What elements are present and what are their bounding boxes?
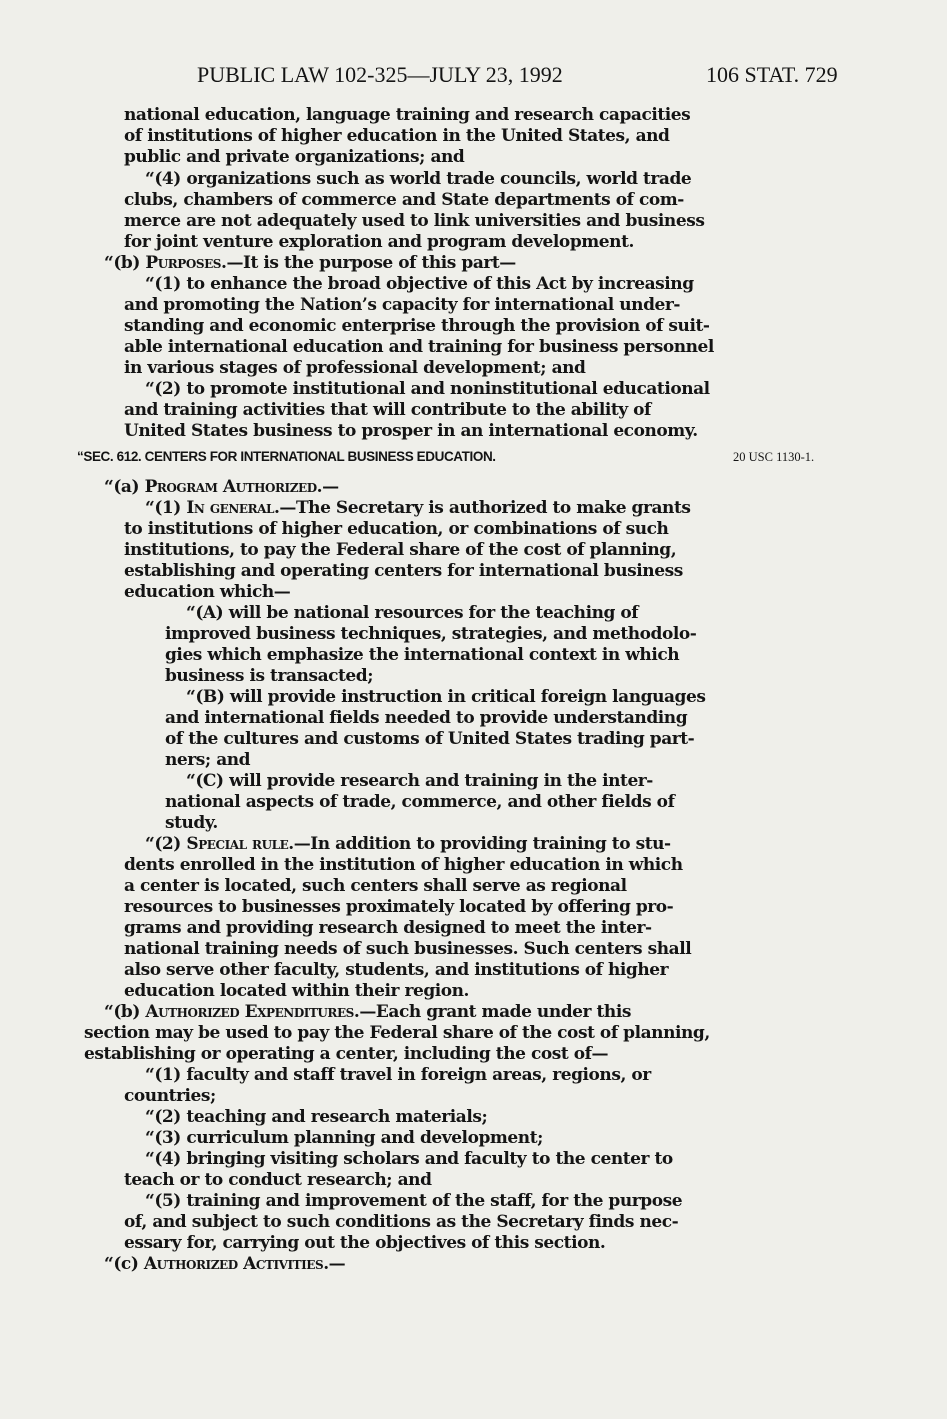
text-line: “(B) will provide instruction in critical foreign languages bbox=[186, 687, 706, 707]
text-line: study. bbox=[165, 813, 218, 833]
text-line: “(4) bringing visiting scholars and faculty to the center to bbox=[145, 1149, 673, 1169]
subsection-label: “(c) bbox=[104, 1254, 144, 1274]
section-heading: “SEC. 612. CENTERS FOR INTERNATIONAL BUSINESS EDUCATION. bbox=[77, 449, 496, 464]
text-line: a center is located, such centers shall serve as regional bbox=[124, 876, 627, 896]
text-line: education which— bbox=[124, 582, 291, 602]
text-line: “(4) organizations such as world trade councils, world trade bbox=[145, 169, 692, 189]
text-line: national education, language training and research capacities bbox=[124, 105, 691, 125]
subsection-dash: — bbox=[322, 477, 339, 497]
text-line: “(A) will be national resources for the teaching of bbox=[186, 603, 639, 623]
paragraph-label: “(2) bbox=[145, 834, 187, 854]
text-line: teach or to conduct research; and bbox=[124, 1170, 432, 1190]
subsection-heading: Authorized Activities. bbox=[143, 1254, 329, 1274]
paragraph-line bbox=[145, 834, 671, 854]
subsection-text: —It is the purpose of this part— bbox=[226, 253, 516, 273]
text-line: merce are not adequately used to link universities and business bbox=[124, 211, 705, 231]
text-line: ners; and bbox=[165, 750, 251, 770]
subsection-heading: Authorized Expenditures. bbox=[145, 1002, 360, 1022]
text-line: in various stages of professional development; and bbox=[124, 358, 586, 378]
paragraph-heading: In general. bbox=[186, 498, 280, 518]
subsection-label: “(b) bbox=[104, 1002, 146, 1022]
paragraph-line bbox=[145, 498, 690, 518]
text-line: able international education and training for business personnel bbox=[124, 337, 714, 357]
text-line: and international fields needed to provide understanding bbox=[165, 708, 688, 728]
text-line: dents enrolled in the institution of higher education in which bbox=[124, 855, 683, 875]
text-line: establishing or operating a center, including the cost of— bbox=[84, 1044, 609, 1064]
text-line: of the cultures and customs of United States trading part- bbox=[165, 729, 695, 749]
text-line: national training needs of such businesses. Such centers shall bbox=[124, 939, 692, 959]
text-line: resources to businesses proximately located by offering pro- bbox=[124, 897, 674, 917]
subsection-label: “(a) bbox=[104, 477, 145, 497]
text-line: “(2) to promote institutional and noninstitutional educational bbox=[145, 379, 710, 399]
text-line: and training activities that will contribute to the ability of bbox=[124, 400, 651, 420]
subsection-heading: Program Authorized. bbox=[144, 477, 323, 497]
text-line: education located within their region. bbox=[124, 981, 470, 1001]
text-line: and promoting the Nation’s capacity for international under- bbox=[124, 295, 680, 315]
text-line: institutions, to pay the Federal share of the cost of planning, bbox=[124, 540, 677, 560]
text-line: public and private organizations; and bbox=[124, 147, 465, 167]
text-line: “(C) will provide research and training in the inter- bbox=[186, 771, 653, 791]
text-line: also serve other faculty, students, and institutions of higher bbox=[124, 960, 669, 980]
text-line: United States business to prosper in an international economy. bbox=[124, 421, 698, 441]
running-header-stat: 106 STAT. 729 bbox=[706, 62, 838, 87]
text-line: “(3) curriculum planning and development; bbox=[145, 1128, 543, 1148]
text-line: “(1) to enhance the broad objective of this Act by increasing bbox=[145, 274, 694, 294]
margin-citation: 20 USC 1130-1. bbox=[733, 450, 815, 464]
text-line: “(1) faculty and staff travel in foreign areas, regions, or bbox=[145, 1065, 651, 1085]
text-line: of institutions of higher education in the United States, and bbox=[124, 126, 670, 146]
text-line: “(2) teaching and research materials; bbox=[145, 1107, 488, 1127]
text-line: grams and providing research designed to meet the inter- bbox=[124, 918, 652, 938]
text-line: for joint venture exploration and program development. bbox=[124, 232, 634, 252]
text-line: countries; bbox=[124, 1086, 216, 1106]
subsection-line bbox=[104, 477, 339, 497]
text-line: to institutions of higher education, or combinations of such bbox=[124, 519, 669, 539]
paragraph-text: —In addition to providing training to stu- bbox=[293, 834, 671, 854]
text-line: standing and economic enterprise through the provision of suit- bbox=[124, 316, 710, 336]
text-line: establishing and operating centers for international business bbox=[124, 561, 683, 581]
text-line: business is transacted; bbox=[165, 666, 374, 686]
text-line: improved business techniques, strategies, and methodolo- bbox=[165, 624, 697, 644]
subsection-line bbox=[104, 253, 516, 273]
subsection-text: —Each grant made under this bbox=[359, 1002, 631, 1022]
subsection-dash: — bbox=[328, 1254, 346, 1274]
text-line: national aspects of trade, commerce, and other fields of bbox=[165, 792, 675, 812]
subsection-label: “(b) bbox=[104, 253, 146, 273]
text-line: gies which emphasize the international context in which bbox=[165, 645, 680, 665]
running-header-title: PUBLIC LAW 102-325—JULY 23, 1992 bbox=[197, 62, 563, 87]
text-line: “(5) training and improvement of the staff, for the purpose bbox=[145, 1191, 683, 1211]
subsection-heading: Purposes. bbox=[145, 253, 227, 273]
subsection-line bbox=[104, 1254, 345, 1274]
text-line: clubs, chambers of commerce and State departments of com- bbox=[124, 190, 684, 210]
text-line: essary for, carrying out the objectives of this section. bbox=[124, 1233, 606, 1253]
text-line: of, and subject to such conditions as the Secretary finds nec- bbox=[124, 1212, 679, 1232]
paragraph-heading: Special rule. bbox=[186, 834, 294, 854]
text-line: section may be used to pay the Federal share of the cost of planning, bbox=[84, 1023, 710, 1043]
paragraph-text: —The Secretary is authorized to make grants bbox=[279, 498, 691, 518]
paragraph-label: “(1) bbox=[145, 498, 187, 518]
subsection-line bbox=[104, 1002, 631, 1022]
